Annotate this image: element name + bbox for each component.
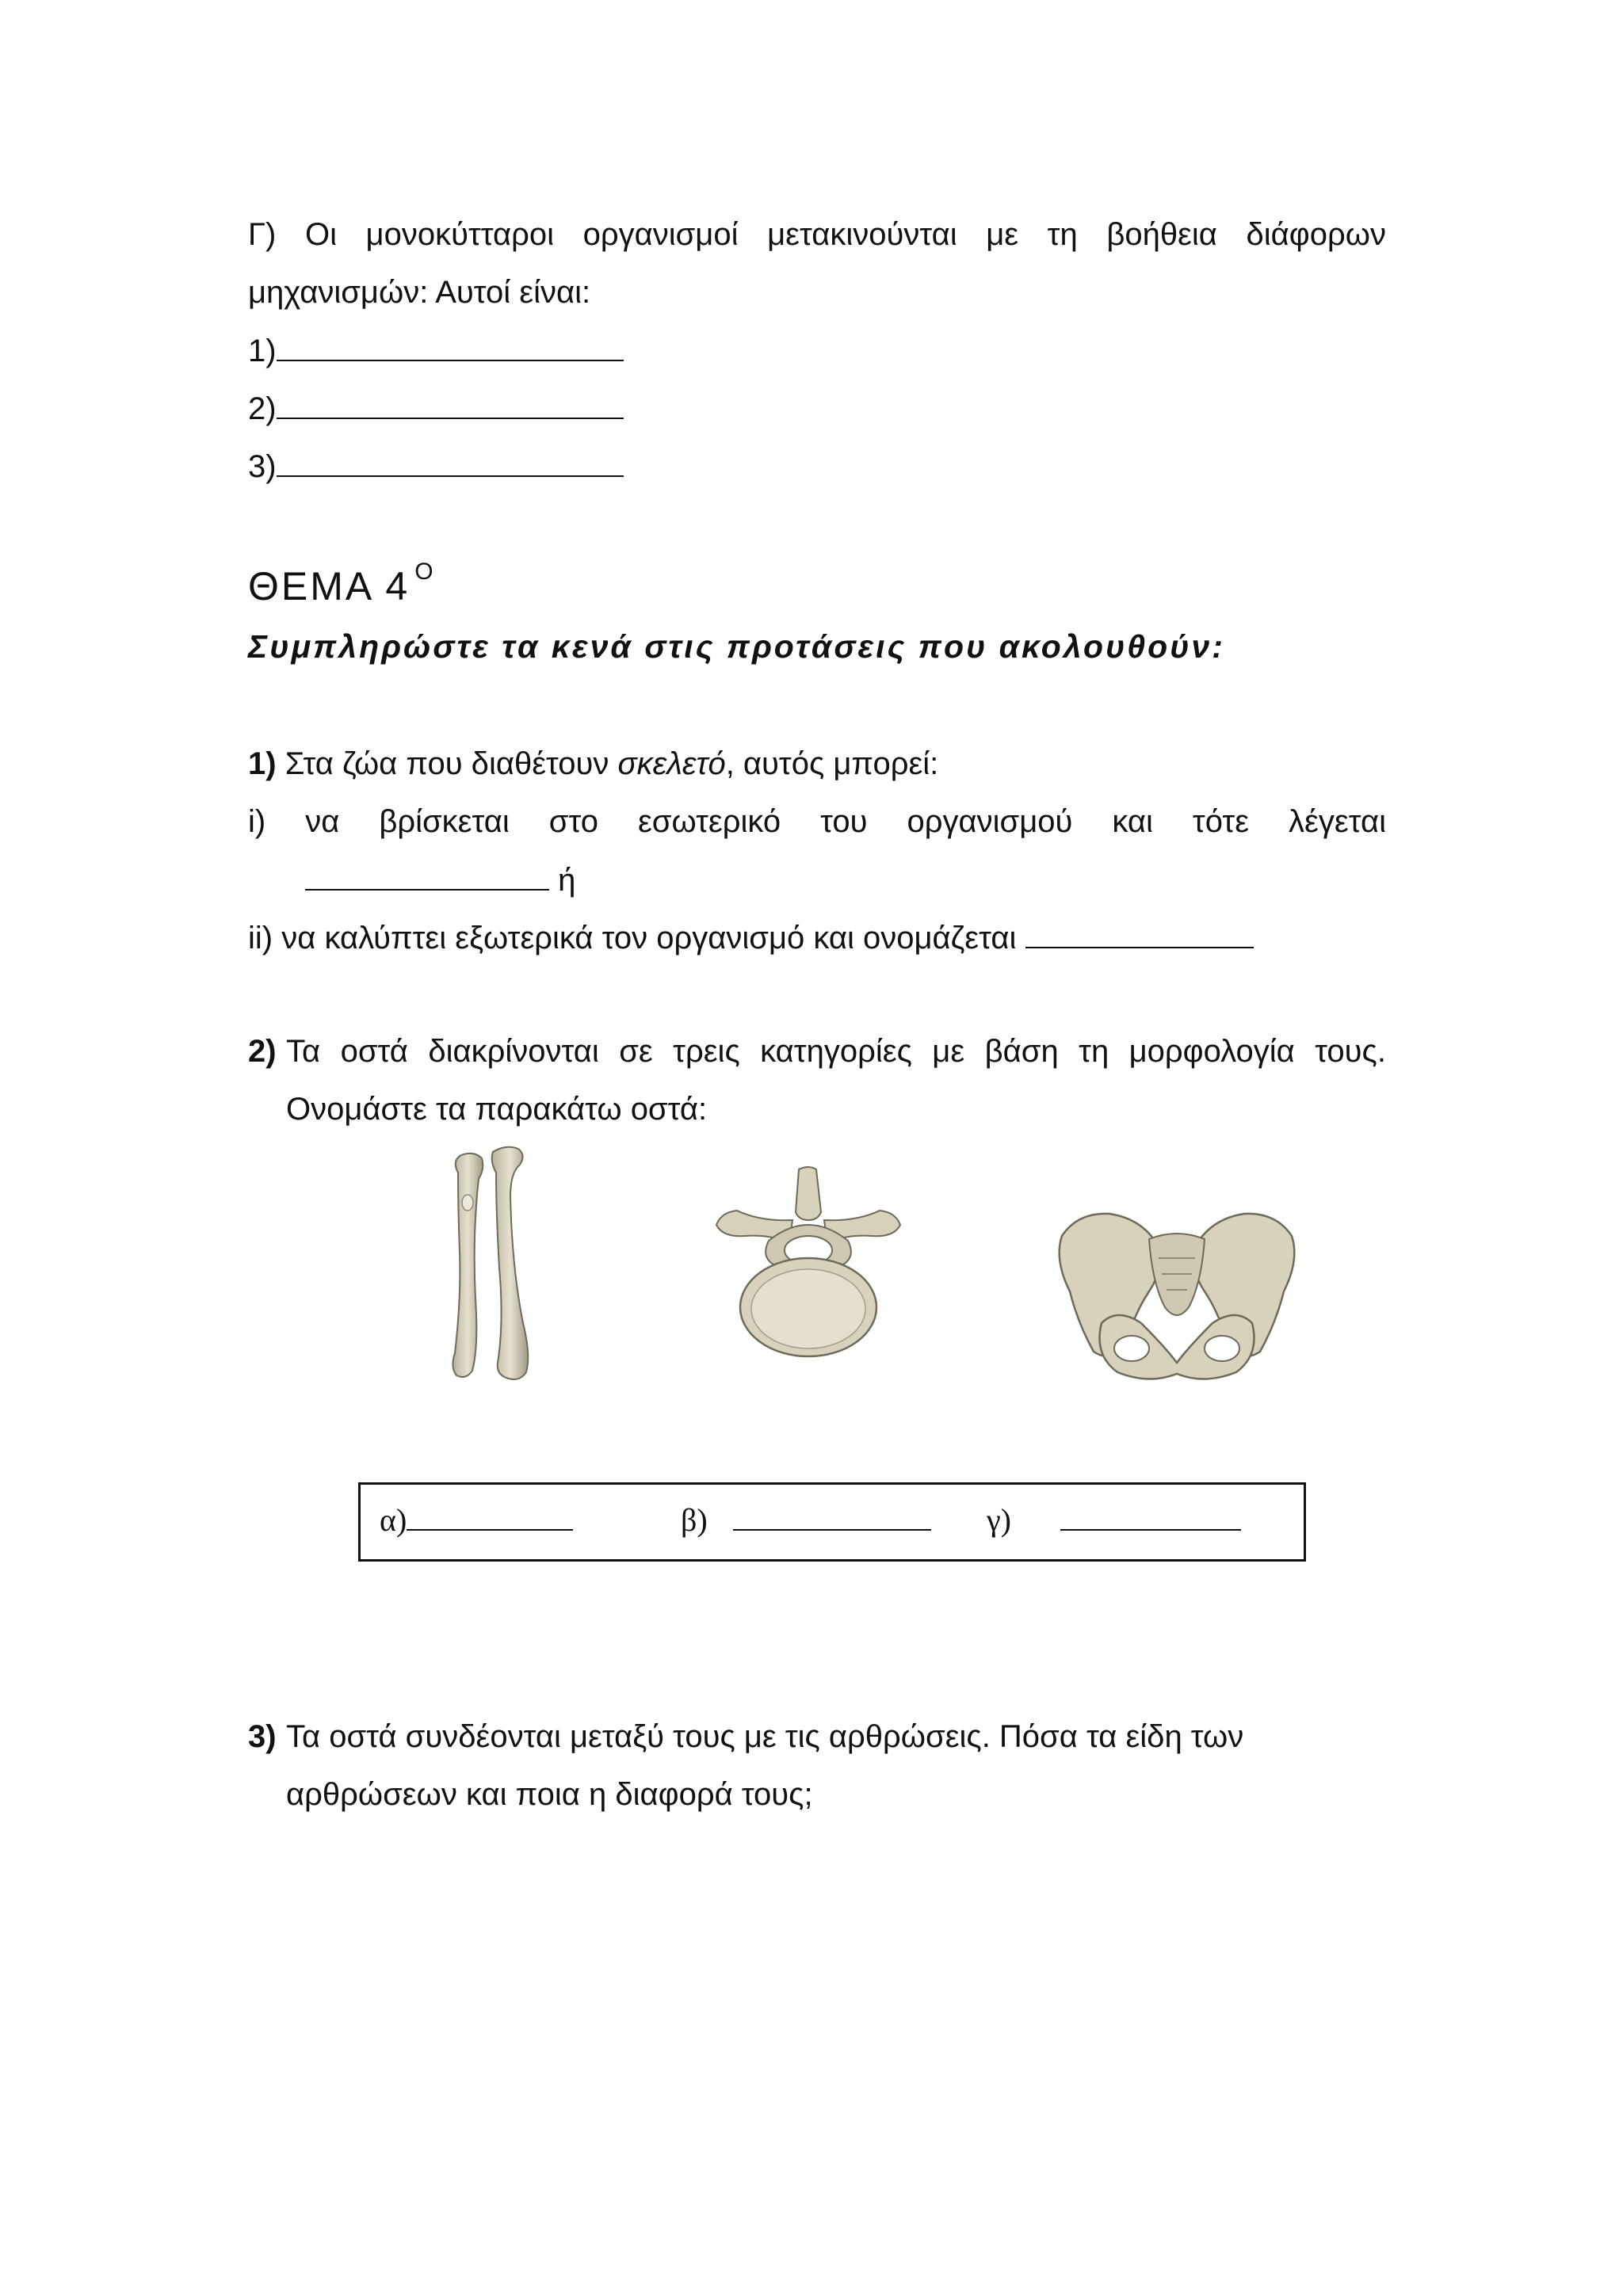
fill-blank[interactable]	[1025, 918, 1254, 948]
q3-number	[248, 1718, 277, 1756]
word: με	[932, 1034, 965, 1069]
word: και	[1112, 804, 1153, 839]
word: εσωτερικό	[637, 804, 781, 839]
item-label: 1)	[248, 334, 277, 368]
word: λέγεται	[1289, 804, 1386, 839]
word: τη	[1047, 217, 1078, 252]
theme-title	[248, 559, 436, 616]
answer-b-label: β)	[681, 1502, 708, 1538]
answer-g-label: γ)	[987, 1502, 1011, 1538]
q1-text-italic: σκελετό	[617, 746, 726, 781]
q2-number	[248, 1032, 277, 1070]
word: βάση	[984, 1034, 1059, 1069]
word: Τα	[286, 1034, 321, 1069]
word: βοήθεια	[1106, 217, 1217, 252]
word: του	[820, 804, 868, 839]
q1-line-1	[248, 745, 938, 783]
theme-title-text: ΘΕΜΑ 4	[248, 564, 411, 608]
section-g-line-2: μηχανισμών: Αυτοί είναι:	[248, 275, 591, 310]
q1-line-ii	[248, 918, 1254, 957]
fill-blank[interactable]	[1060, 1501, 1241, 1531]
word: οργανισμοί	[582, 217, 739, 252]
word: βρίσκεται	[379, 804, 510, 839]
item-label: 3)	[248, 449, 277, 484]
answer-a-label: α)	[380, 1502, 407, 1538]
fill-blank[interactable]	[733, 1501, 931, 1531]
q1-number: 1)	[248, 746, 277, 781]
word: στο	[548, 804, 598, 839]
q3-number-text: 3)	[248, 1719, 277, 1754]
theme-title-superscript: Ο	[414, 559, 436, 585]
item-label: 2)	[248, 391, 277, 426]
fill-blank[interactable]	[277, 447, 624, 477]
word: κατηγορίες	[760, 1034, 912, 1069]
word: διακρίνονται	[428, 1034, 599, 1069]
answer-line-2	[248, 389, 624, 428]
word: τρεις	[673, 1034, 740, 1069]
long-bones-illustration	[444, 1141, 547, 1386]
q1-text-before: Στα ζώα που διαθέτουν	[285, 746, 609, 781]
word: οργανισμού	[907, 804, 1073, 839]
fill-blank[interactable]	[277, 331, 624, 361]
q1-line-i	[248, 803, 1386, 841]
word: με	[986, 217, 1019, 252]
fill-blank[interactable]	[305, 860, 549, 891]
bone-answer-box	[358, 1482, 1306, 1562]
answer-a	[380, 1501, 573, 1539]
fill-blank[interactable]	[277, 389, 624, 419]
q2-line-1	[286, 1032, 1386, 1070]
word: i)	[248, 804, 266, 839]
vertebra-illustration	[713, 1165, 903, 1363]
pelvis-illustration	[1046, 1204, 1308, 1386]
q3-line-2: αρθρώσεων και ποια η διαφορά τους;	[286, 1777, 813, 1812]
answer-g	[987, 1501, 1241, 1539]
word: οστά	[340, 1034, 408, 1069]
q2-line-2: Ονομάστε τα παρακάτω οστά:	[286, 1092, 708, 1127]
q1-line-i-continued	[305, 860, 575, 899]
fill-blank[interactable]	[407, 1501, 573, 1531]
word: τότε	[1192, 804, 1250, 839]
q1-ii-text: ii) να καλύπτει εξωτερικά τον οργανισμό και ονομάζεται	[248, 921, 1017, 955]
word: μορφολογία	[1128, 1034, 1295, 1069]
word: διάφορων	[1246, 217, 1386, 252]
word: Οι	[304, 217, 337, 252]
q3-line-1: Τα οστά συνδέονται μεταξύ τους με τις αρθρώσεις. Πόσα τα είδη των	[286, 1719, 1244, 1754]
word: σε	[619, 1034, 653, 1069]
word: μονοκύτταροι	[365, 217, 555, 252]
word: να	[305, 804, 340, 839]
answer-b	[681, 1501, 931, 1539]
q1-i-tail: ή	[558, 863, 576, 898]
answer-line-1	[248, 331, 624, 370]
word: μετακινούνται	[767, 217, 957, 252]
word: τους.	[1315, 1034, 1386, 1069]
answer-line-3	[248, 447, 624, 486]
q1-text-after: , αυτός μπορεί:	[725, 746, 939, 781]
q2-number-text: 2)	[248, 1034, 277, 1069]
theme-instruction: Συμπληρώστε τα κενά στις προτάσεις που ακολουθούν:	[248, 628, 1225, 665]
word: Γ)	[248, 217, 277, 252]
word: τη	[1079, 1034, 1109, 1069]
section-g-line-1	[248, 215, 1386, 254]
